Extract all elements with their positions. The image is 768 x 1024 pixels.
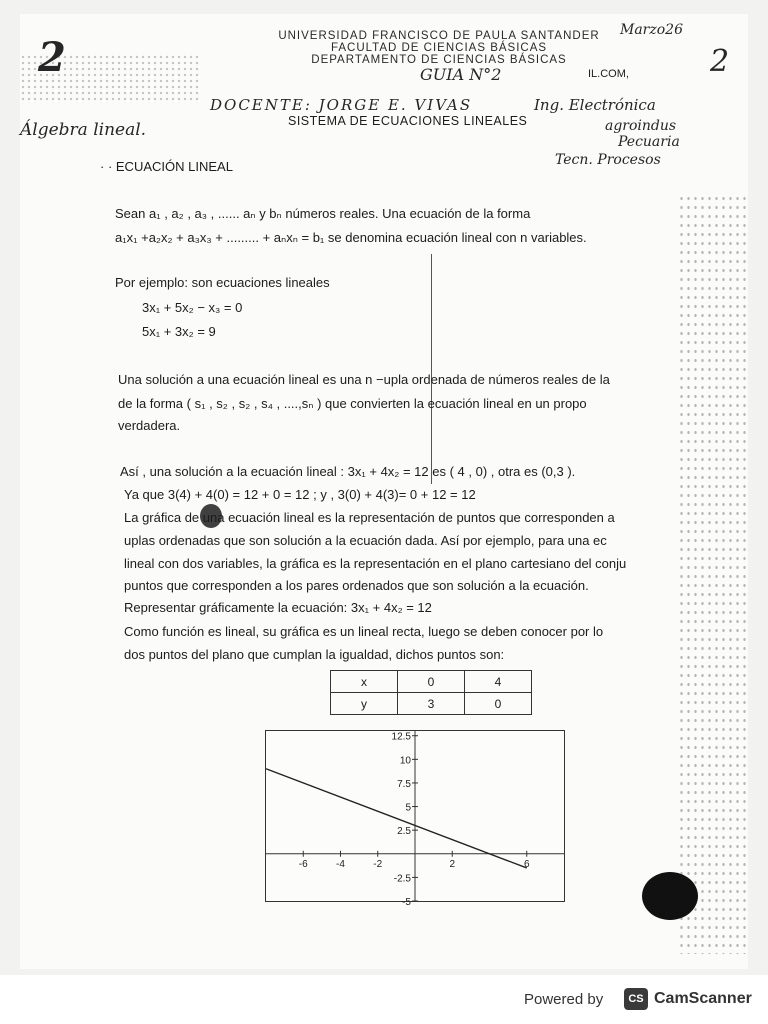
- faculty-name: FACULTAD DE CIENCIAS BÁSICAS: [330, 42, 548, 54]
- function-line-1: Como función es lineal, su gráfica es un lineal recta, luego se deben conocer por lo: [124, 624, 604, 639]
- table-cell: 0: [465, 693, 532, 715]
- example-equation-1: 3x₁ + 5x₂ − x₃ = 0: [142, 300, 243, 315]
- camscanner-brand: CamScanner: [654, 990, 752, 1007]
- x-tick-label: -6: [298, 858, 308, 870]
- handwritten-career-1: Ing. Electrónica: [534, 96, 656, 114]
- section-title: · · ECUACIÓN LINEAL: [100, 159, 233, 174]
- email-fragment: IL.COM,: [588, 68, 629, 80]
- graph-line-2: uplas ordenadas que son solución a la ecuación dada. Así por ejemplo, para una ec: [124, 533, 607, 548]
- solution-line-1: Una solución a una ecuación lineal es una n −upla ordenada de números reales de la: [118, 372, 610, 387]
- y-tick-label: 12.5: [391, 731, 411, 743]
- function-line-2: dos puntos del plano que cumplan la igualdad, dichos puntos son:: [124, 647, 505, 662]
- x-tick-label: -2: [373, 858, 383, 870]
- line-graph: [265, 730, 565, 908]
- y-tick-label: -2.5: [393, 873, 411, 885]
- ink-blot: [642, 872, 698, 920]
- handwritten-career-3: Pecuaria: [618, 134, 680, 150]
- document-title: SISTEMA DE ECUACIONES LINEALES: [288, 114, 528, 128]
- handwritten-corner-number: 2: [710, 44, 730, 79]
- university-name: UNIVERSIDAD FRANCISCO DE PAULA SANTANDER: [278, 30, 600, 42]
- definition-line-2: a₁x₁ +a₂x₂ + a₃x₃ + ......... + aₙxₙ = b₁ se denomina ecuación lineal con n variables.: [115, 230, 587, 245]
- handwritten-docente: DOCENTE: JORGE E. VIVAS: [210, 96, 473, 114]
- graph-line-1: La gráfica de una ecuación lineal es la representación de puntos que corresponden a: [124, 510, 615, 525]
- powered-by-label: Powered by: [524, 991, 604, 1008]
- graph-line-3: lineal con dos variables, la gráfica es la representación en el plano cartesiano del conju: [124, 556, 627, 571]
- represent-line: Representar gráficamente la ecuación: 3x₁ + 4x₂ = 12: [124, 600, 432, 615]
- solution-example-line-1: Así , una solución a la ecuación lineal : 3x₁ + 4x₂ = 12 es ( 4 , 0) , otra es (0,3 ).: [120, 464, 576, 479]
- values-table: [330, 670, 532, 715]
- handwritten-guide: GUIA N°2: [420, 65, 502, 84]
- department-name: DEPARTAMENTO DE CIENCIAS BÁSICAS: [311, 54, 567, 66]
- bullet-icon: · ·: [100, 159, 116, 174]
- x-tick-label: 2: [449, 858, 456, 870]
- y-tick-label: 2.5: [397, 826, 411, 838]
- table-cell: x: [331, 671, 398, 693]
- solution-line-3: verdadera.: [118, 418, 181, 433]
- example-equation-2: 5x₁ + 3x₂ = 9: [142, 324, 216, 339]
- table-cell: 4: [465, 671, 532, 693]
- footer: [0, 975, 768, 1024]
- graph-svg: [266, 731, 564, 908]
- y-tick-label: 5: [405, 802, 411, 814]
- handwritten-career-4: Tecn. Procesos: [555, 152, 661, 168]
- definition-line-1: Sean a₁ , a₂ , a₃ , ...... aₙ y bₙ números reales. Una ecuación de la forma: [115, 206, 531, 221]
- camscanner-logo-icon: CS: [624, 988, 648, 1010]
- handwritten-subject: Álgebra lineal.: [20, 120, 147, 140]
- handwritten-date: Marzo26: [620, 22, 683, 38]
- table-row: [331, 671, 532, 693]
- example-intro: Por ejemplo: son ecuaciones lineales: [115, 275, 330, 290]
- handwritten-number: 2: [38, 34, 66, 81]
- x-tick-label: -4: [336, 858, 345, 870]
- scan-noise-right: [678, 194, 748, 954]
- scanned-page: [20, 14, 748, 969]
- y-tick-label: 7.5: [397, 778, 411, 790]
- y-tick-label: -5: [402, 897, 411, 908]
- x-tick-label: 6: [523, 858, 530, 870]
- table-cell: 0: [398, 671, 465, 693]
- y-tick-label: 10: [399, 755, 411, 767]
- solution-line-2: de la forma ( s₁ , s₂ , s₂ , s₄ , ....,sₙ ) que convierten la ecuación lineal en un propo: [118, 396, 587, 411]
- solution-example-line-2: Ya que 3(4) + 4(0) = 12 + 0 = 12 ; y , 3(0) + 4(3)= 0 + 12 = 12: [124, 487, 476, 502]
- handwritten-career-2: agroindus: [605, 118, 677, 134]
- table-row: [331, 693, 532, 715]
- graph-line-4: puntos que corresponden a los pares ordenados que son solución a la ecuación.: [124, 578, 589, 593]
- table-cell: 3: [398, 693, 465, 715]
- table-cell: y: [331, 693, 398, 715]
- fold-line: [431, 254, 432, 484]
